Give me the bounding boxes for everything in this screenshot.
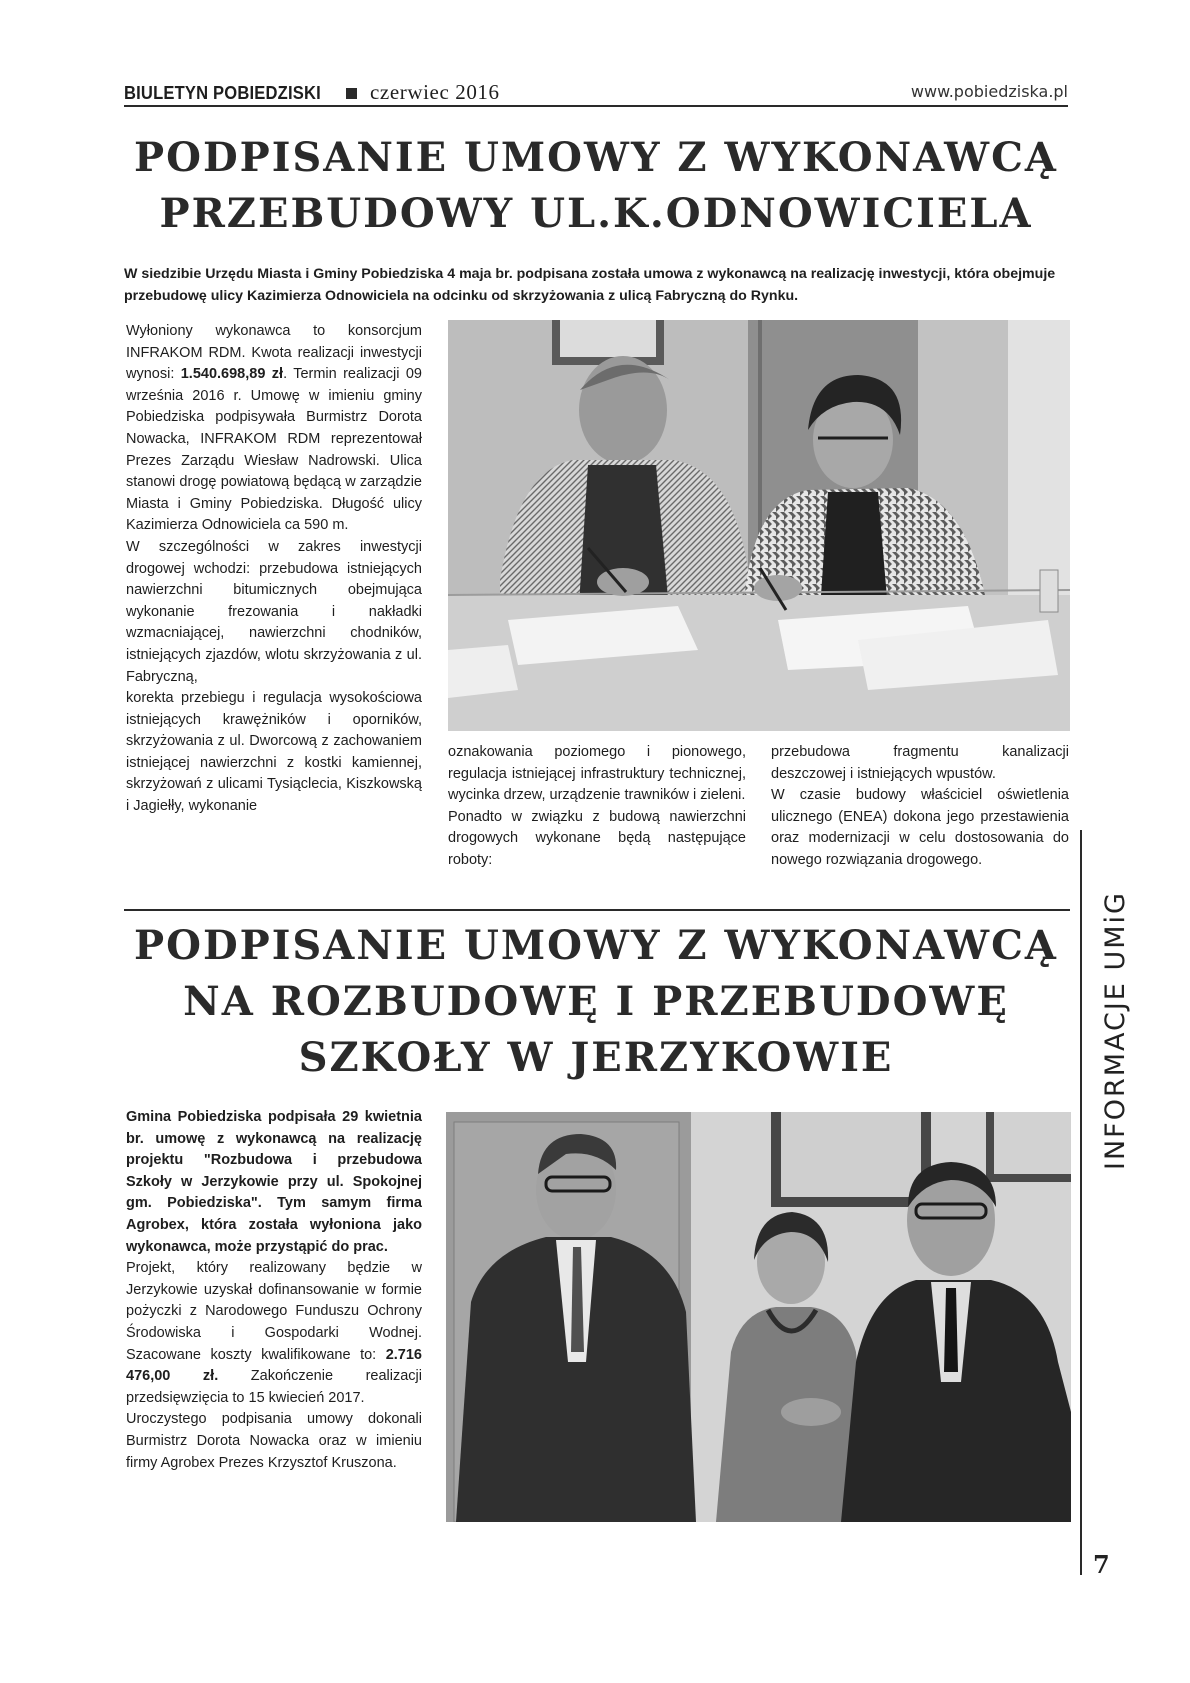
article1-column-2 — [448, 742, 746, 872]
article1-column-3 — [771, 742, 1069, 872]
publication-name: BIULETYN POBIEDZISKI — [124, 83, 321, 103]
group-portrait-illustration — [446, 1112, 1071, 1522]
article1-title-line1: PODPISANIE UMOWY Z WYKONAWCĄ — [134, 134, 1058, 181]
handshake-group-photo — [446, 1112, 1071, 1522]
article1-title-line2: PRZEBUDOWY UL.K.ODNOWICIELA — [159, 190, 1033, 237]
article1-amount: 1.540.698,89 zł — [180, 366, 284, 383]
article2-paragraph: Uroczystego podpisania umowy dokonali Burmistrz Dorota Nowacka oraz w imieniu firmy Agrobex Prezes Krzysztof Kruszona. — [126, 1411, 422, 1471]
article1-p1-text-post: . Termin realizacji 09 września 2016 r. Umowę w imieniu gminy Pobiedziska podpisywała Burmistrz Dorota Nowacka, INFRAKOM RDM reprezentował Prezes Zarządu Wiesław Nadrowski. Ulica stanowi drogę powiatową będącą w zarządzie Miasta i Gminy Pobiedziska. Długość ulicy Kazimierza Odnowiciela ca 590 m. — [126, 366, 422, 534]
article2-lead: Gmina Pobiedziska podpisała 29 kwietnia br. umowę z wykonawcą na realizację projektu "Rozbudowa i przebudowa Szkoły w Jerzykowie przy ul. Spokojnej gm. Pobiedziska". Tym samym firma Agrobex, która została wyłoniona jako wykonawca, może przystąpić do prac. — [126, 1109, 422, 1255]
article1-paragraph: oznakowania poziomego i pionowego, regulacja istniejącej infrastruktury technicznej, wycinka drzew, urządzenie trawników i zieleni. — [448, 744, 746, 804]
article1-title — [124, 130, 1068, 242]
page-number: 7 — [1093, 1550, 1110, 1579]
section-label: INFORMACJE UMiG — [1100, 891, 1131, 1170]
article1-paragraph: korekta przebiegu i regulacja wysokościowa istniejących krawężników i oporników, skrzyżowania z ul. Dworcową z zachowaniem istniejącej nawierzchni z kostki kamiennej, skrzyżowań z ulicami Tysiąclecia, Kiszkowską i Jagiełły, wykonanie — [126, 690, 422, 815]
sidebar-rule — [1080, 830, 1082, 1575]
website-url[interactable]: www.pobiedziska.pl — [910, 82, 1068, 101]
contract-signing-photo — [448, 320, 1070, 731]
article1-lead: W siedzibie Urzędu Miasta i Gminy Pobiedziska 4 maja br. podpisana została umowa z wykonawcą na realizację inwestycji, która obejmuje przebudowę ulicy Kazimierza Odnowiciela na odcinku od skrzyżowania z ulicą Fabryczną do Rynku. — [124, 266, 1056, 304]
article2-paragraph — [126, 1258, 422, 1409]
article2-p1-text-post: Zakończenie realizacji przedsięwzięcia to 15 kwiecień 2017. — [126, 1368, 422, 1406]
contract-signing-illustration — [448, 320, 1070, 731]
article2-title-line2: NA ROZBUDOWĘ I PRZEBUDOWĘ — [183, 978, 1009, 1025]
article2-amount: 2.716 476,00 zł. — [126, 1346, 422, 1385]
article1-paragraph: W szczególności w zakres inwestycji drogowej wchodzi: przebudowa istniejących nawierzchni bitumicznych obejmująca wykonanie frezowania i nakładki wzmacniającej, nawierzchni chodników, istniejących zjazdów, wlotu skrzyżowania z ul. Fabryczną, — [126, 538, 422, 685]
article2-title — [124, 918, 1068, 1086]
article-divider — [124, 909, 1070, 911]
article1-p1-text: Wyłoniony wykonawca to konsorcjum INFRAKOM RDM. Kwota realizacji inwestycji wynosi: — [126, 323, 422, 383]
article1-column-1 — [126, 321, 422, 818]
article2-title-line1: PODPISANIE UMOWY Z WYKONAWCĄ — [134, 922, 1058, 969]
article1-paragraph: W czasie budowy właściciel oświetlenia ulicznego (ENEA) dokona jego przestawienia oraz modernizacji w celu dostosowania do nowego rozwiązania drogowego. — [771, 787, 1069, 868]
article2-column — [126, 1107, 422, 1474]
article2-p1-text: Projekt, który realizowany będzie w Jerzykowie uzyskał dofinansowanie w formie pożyczki z Narodowego Funduszu Ochrony Środowiska i Gospodarki Wodnej. Szacowane koszty kwalifikowane to: — [126, 1260, 422, 1363]
header-divider — [124, 105, 1068, 107]
article1-paragraph: przebudowa fragmentu kanalizacji deszczowej i istniejących wpustów. — [771, 744, 1069, 782]
square-bullet-icon — [346, 88, 357, 99]
running-header — [124, 80, 500, 105]
article1-paragraph: Ponadto w związku z budową nawierzchni drogowych wykonane będą następujące roboty: — [448, 808, 746, 868]
article1-paragraph — [126, 321, 422, 537]
article2-title-line3: SZKOŁY W JERZYKOWIE — [298, 1034, 894, 1081]
issue-date: czerwiec 2016 — [369, 80, 500, 104]
